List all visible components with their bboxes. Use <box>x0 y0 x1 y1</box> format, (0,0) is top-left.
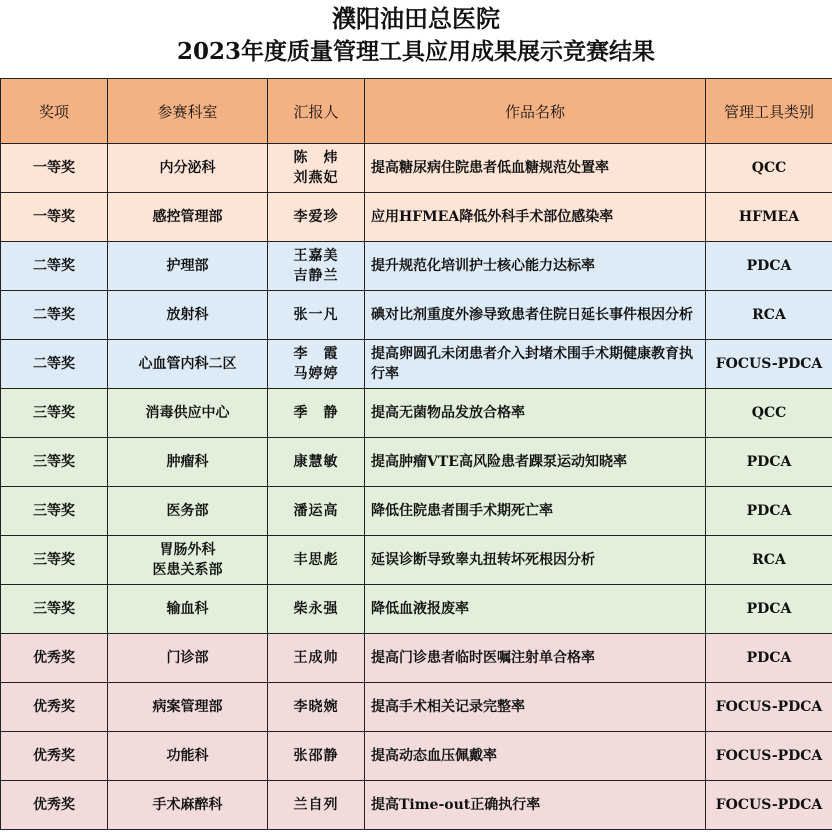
work-title-cell: 提高动态血压佩戴率 <box>365 732 706 781</box>
hospital-name: 濮阳油田总医院 <box>332 4 500 33</box>
department-cell: 感控管理部 <box>108 193 268 242</box>
table-row <box>1 340 832 389</box>
work-title-cell: 提高Time-out正确执行率 <box>365 781 706 830</box>
presenter-cell: 李晓婉 <box>268 683 365 732</box>
table-row <box>1 683 832 732</box>
award-cell: 三等奖 <box>1 487 108 536</box>
department-cell: 肿瘤科 <box>108 438 268 487</box>
work-title-cell: 提升规范化培训护士核心能力达标率 <box>365 242 706 291</box>
tool-type-cell: HFMEA <box>706 193 832 242</box>
presenter-cell: 李 霞 马婷婷 <box>268 340 365 389</box>
work-title-cell: 提高手术相关记录完整率 <box>365 683 706 732</box>
department-cell: 病案管理部 <box>108 683 268 732</box>
tool-type-cell: RCA <box>706 291 832 340</box>
presenter-cell: 李爱珍 <box>268 193 365 242</box>
work-title-cell: 应用HFMEA降低外科手术部位感染率 <box>365 193 706 242</box>
presenter-cell: 康慧敏 <box>268 438 365 487</box>
award-cell: 三等奖 <box>1 585 108 634</box>
award-cell: 优秀奖 <box>1 683 108 732</box>
tool-type-cell: QCC <box>706 144 832 193</box>
presenter-cell: 季 静 <box>268 389 365 438</box>
award-cell: 二等奖 <box>1 242 108 291</box>
header-work-title: 作品名称 <box>365 79 706 144</box>
award-cell: 优秀奖 <box>1 732 108 781</box>
department-cell: 内分泌科 <box>108 144 268 193</box>
presenter-cell: 陈 炜 刘燕妃 <box>268 144 365 193</box>
table-row <box>1 781 832 830</box>
table-row <box>1 634 832 683</box>
table-row <box>1 389 832 438</box>
table-row <box>1 144 832 193</box>
award-cell: 二等奖 <box>1 291 108 340</box>
department-cell: 消毒供应中心 <box>108 389 268 438</box>
tool-type-cell: FOCUS-PDCA <box>706 781 832 830</box>
tool-type-cell: PDCA <box>706 438 832 487</box>
tool-type-cell: FOCUS-PDCA <box>706 732 832 781</box>
award-cell: 三等奖 <box>1 536 108 585</box>
department-cell: 功能科 <box>108 732 268 781</box>
table-body <box>1 144 832 830</box>
work-title-cell: 降低住院患者围手术期死亡率 <box>365 487 706 536</box>
award-cell: 二等奖 <box>1 340 108 389</box>
tool-type-cell: RCA <box>706 536 832 585</box>
tool-type-cell: PDCA <box>706 242 832 291</box>
results-table <box>0 78 832 830</box>
department-cell: 胃肠外科 医患关系部 <box>108 536 268 585</box>
presenter-cell: 王嘉美 吉静兰 <box>268 242 365 291</box>
table-header-row <box>1 79 832 144</box>
table-row <box>1 193 832 242</box>
award-cell: 一等奖 <box>1 193 108 242</box>
table-row <box>1 536 832 585</box>
tool-type-cell: PDCA <box>706 585 832 634</box>
page-title <box>0 0 832 78</box>
table-row <box>1 732 832 781</box>
header-presenter: 汇报人 <box>268 79 365 144</box>
competition-title: 2023年度质量管理工具应用成果展示竞赛结果 <box>176 38 655 65</box>
presenter-cell: 柴永强 <box>268 585 365 634</box>
tool-type-cell: FOCUS-PDCA <box>706 683 832 732</box>
work-title-cell: 碘对比剂重度外渗导致患者住院日延长事件根因分析 <box>365 291 706 340</box>
header-award: 奖项 <box>1 79 108 144</box>
award-cell: 三等奖 <box>1 438 108 487</box>
presenter-cell: 张邵静 <box>268 732 365 781</box>
department-cell: 门诊部 <box>108 634 268 683</box>
award-cell: 一等奖 <box>1 144 108 193</box>
department-cell: 医务部 <box>108 487 268 536</box>
presenter-cell: 兰自列 <box>268 781 365 830</box>
table-row <box>1 242 832 291</box>
table-row <box>1 438 832 487</box>
work-title-cell: 降低血液报废率 <box>365 585 706 634</box>
presenter-cell: 潘运高 <box>268 487 365 536</box>
department-cell: 输血科 <box>108 585 268 634</box>
presenter-cell: 王成帅 <box>268 634 365 683</box>
work-title-cell: 提高卵圆孔未闭患者介入封堵术围手术期健康教育执行率 <box>365 340 706 389</box>
work-title-cell: 延误诊断导致睾丸扭转坏死根因分析 <box>365 536 706 585</box>
department-cell: 手术麻醉科 <box>108 781 268 830</box>
presenter-cell: 张一凡 <box>268 291 365 340</box>
award-cell: 三等奖 <box>1 389 108 438</box>
award-cell: 优秀奖 <box>1 781 108 830</box>
award-cell: 优秀奖 <box>1 634 108 683</box>
header-tool-type: 管理工具类别 <box>706 79 832 144</box>
department-cell: 心血管内科二区 <box>108 340 268 389</box>
tool-type-cell: FOCUS-PDCA <box>706 340 832 389</box>
presenter-cell: 丰思彪 <box>268 536 365 585</box>
work-title-cell: 提高肿瘤VTE高风险患者踝泵运动知晓率 <box>365 438 706 487</box>
department-cell: 护理部 <box>108 242 268 291</box>
tool-type-cell: PDCA <box>706 634 832 683</box>
tool-type-cell: PDCA <box>706 487 832 536</box>
header-department: 参赛科室 <box>108 79 268 144</box>
work-title-cell: 提高糖尿病住院患者低血糖规范处置率 <box>365 144 706 193</box>
table-row <box>1 487 832 536</box>
table-row <box>1 291 832 340</box>
department-cell: 放射科 <box>108 291 268 340</box>
table-row <box>1 585 832 634</box>
work-title-cell: 提高无菌物品发放合格率 <box>365 389 706 438</box>
tool-type-cell: QCC <box>706 389 832 438</box>
work-title-cell: 提高门诊患者临时医嘱注射单合格率 <box>365 634 706 683</box>
